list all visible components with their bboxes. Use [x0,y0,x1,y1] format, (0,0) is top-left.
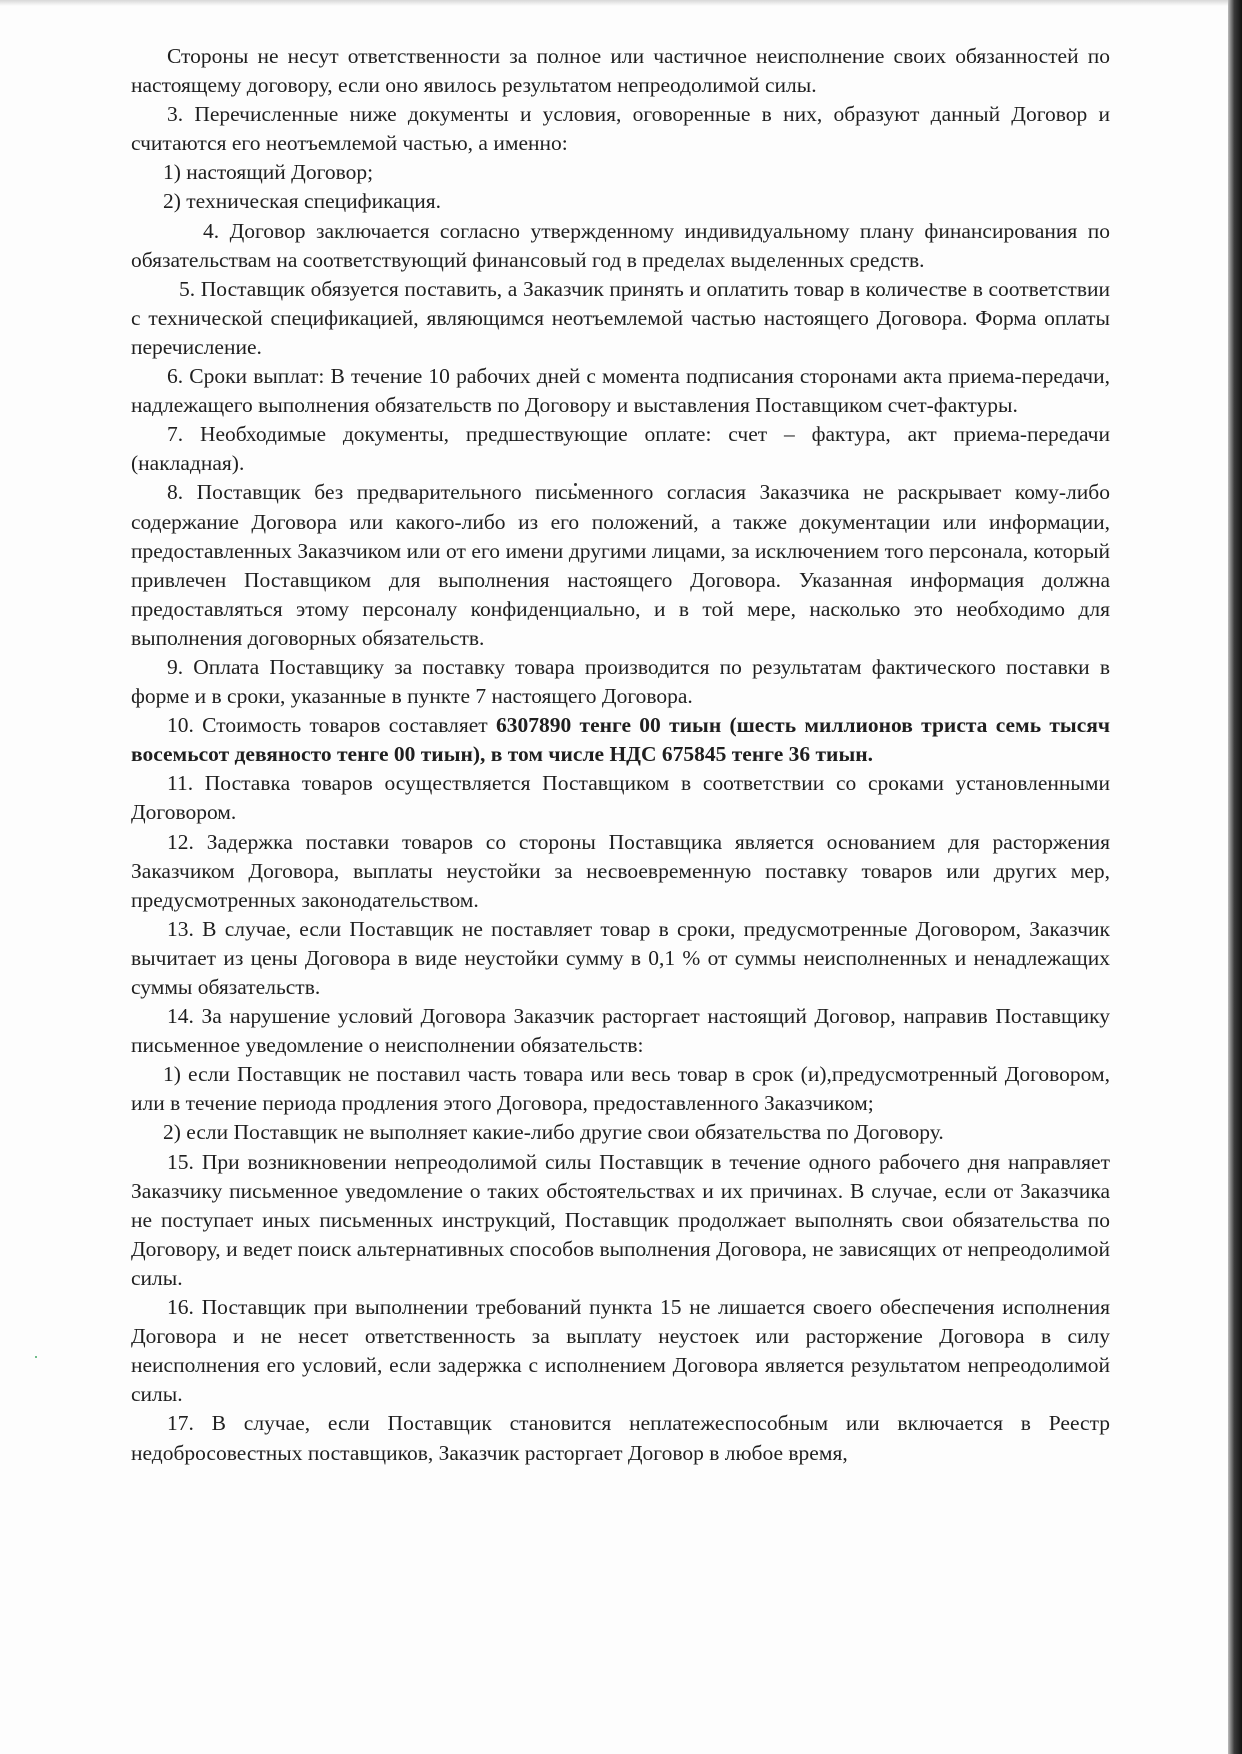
paragraph-5: 5. Поставщик обязуется поставить, а Заказчик принять и оплатить товар в количестве в соответствии с технической спецификацией, являющимся неотъемлемой частью настоящего Договора. Форма оплаты перечисление. [131,276,1110,359]
paragraph-10 [131,711,1110,769]
list-item-specification: 2) техническая спецификация. [163,189,442,214]
contract-price: 6307890 тенге 00 тиын (шесть миллионов триста семь тысяч восемьсот девяносто тенге 00 тиын), в том числе НДС 675845 тенге 36 тиын. [131,713,1111,767]
paragraph-3: 3. Перечисленные ниже документы и условия, оговоренные в них, образуют данный Договор и считаются его неотъемлемой частью, а именно: [131,102,1110,156]
paragraph-4: 4. Договор заключается согласно утвержденному индивидуальному плану финансирования по обязательствам на соответствующий финансовый год в пределах выделенных средств. [131,218,1110,272]
paragraph-8: 8. Поставщик без предварительного письменного согласия Заказчика не раскрывает кому-либо содержание Договора или какого-либо из его положений, а также документации или информации, предоставленных Заказчиком или от его имени другими лицами, за исключением того персонала, который привлечен Поставщиком для выполнения настоящего Договора. Указанная информация должна предоставляться этому персоналу конфиденциально, и в той мере, насколько это необходимо для выполнения договорных обязательств. [131,480,1110,650]
scan-speck [35,1356,37,1358]
paragraph-13: 13. В случае, если Поставщик не поставляет товар в сроки, предусмотренные Договором, Заказчик вычитает из цены Договора в виде неустойки сумму в 0,1 % от суммы неисполненных и ненадлежащих суммы обязательств. [131,916,1110,999]
paragraph-10-prefix: 10. Стоимость товаров составляет [167,713,496,738]
paragraph-7: 7. Необходимые документы, предшествующие оплате: счет – фактура, акт приема-передачи (накладная). [131,422,1110,476]
scan-right-edge [1228,0,1242,1754]
paragraph-force-majeure-intro: Стороны не несут ответственности за полное или частичное неисполнение своих обязанностей по настоящему договору, если оно явилось результатом непреодолимой силы. [131,44,1110,98]
list-item-contract: 1) настоящий Договор; [163,160,374,185]
paragraph-9: 9. Оплата Поставщику за поставку товара производится по результатам фактического поставки в форме и в сроки, указанные в пункте 7 настоящего Договора. [131,654,1110,709]
paragraph-17: 17. В случае, если Поставщик становится неплатежеспособным или включается в Реестр недобросовестных поставщиков, Заказчик расторгает Договор в любое время, [131,1411,1110,1465]
contract-text [131,42,1110,1468]
paragraph-16: 16. Поставщик при выполнении требований пункта 15 не лишается своего обеспечения исполнения Договора и не несет ответственность за выплату неустоек или расторжение Договора в силу неисполнения его условий, если задержка с исполнением Договора является результатом непреодолимой силы. [131,1295,1110,1407]
paragraph-11: 11. Поставка товаров осуществляется Поставщиком в соответствии со сроками установленными Договором. [131,771,1110,825]
list-item-14-1: 1) если Поставщик не поставил часть товара или весь товар в срок (и),предусмотренный Договором, или в течение периода продления этого Договора, предоставленного Заказчиком; [131,1062,1110,1116]
paragraph-12: 12. Задержка поставки товаров со стороны Поставщика является основанием для расторжения Заказчиком Договора, выплаты неустойки за несвоевременную поставку товаров или других мер, предусмотренных законодательством. [131,829,1110,912]
scan-top-edge [0,0,1242,6]
paragraph-6: 6. Сроки выплат: В течение 10 рабочих дней с момента подписания сторонами акта приема-передачи, надлежащего выполнения обязательств по Договору и выставления Поставщиком счет-фактуры. [131,364,1110,418]
paragraph-15: 15. При возникновении непреодолимой силы Поставщик в течение одного рабочего дня направляет Заказчику письменное уведомление о таких обстоятельствах и их причинах. В случае, если от Заказчика не поступает иных письменных инструкций, Поставщик продолжает выполнять свои обязательства по Договору, и ведет поиск альтернативных способов выполнения Договора, не зависящих от непреодолимой силы. [131,1149,1110,1290]
paragraph-14: 14. За нарушение условий Договора Заказчик расторгает настоящий Договор, направив Поставщику письменное уведомление о неисполнении обязательств: [131,1004,1110,1058]
list-item-14-2: 2) если Поставщик не выполняет какие-либо другие свои обязательства по Договору. [163,1120,944,1145]
